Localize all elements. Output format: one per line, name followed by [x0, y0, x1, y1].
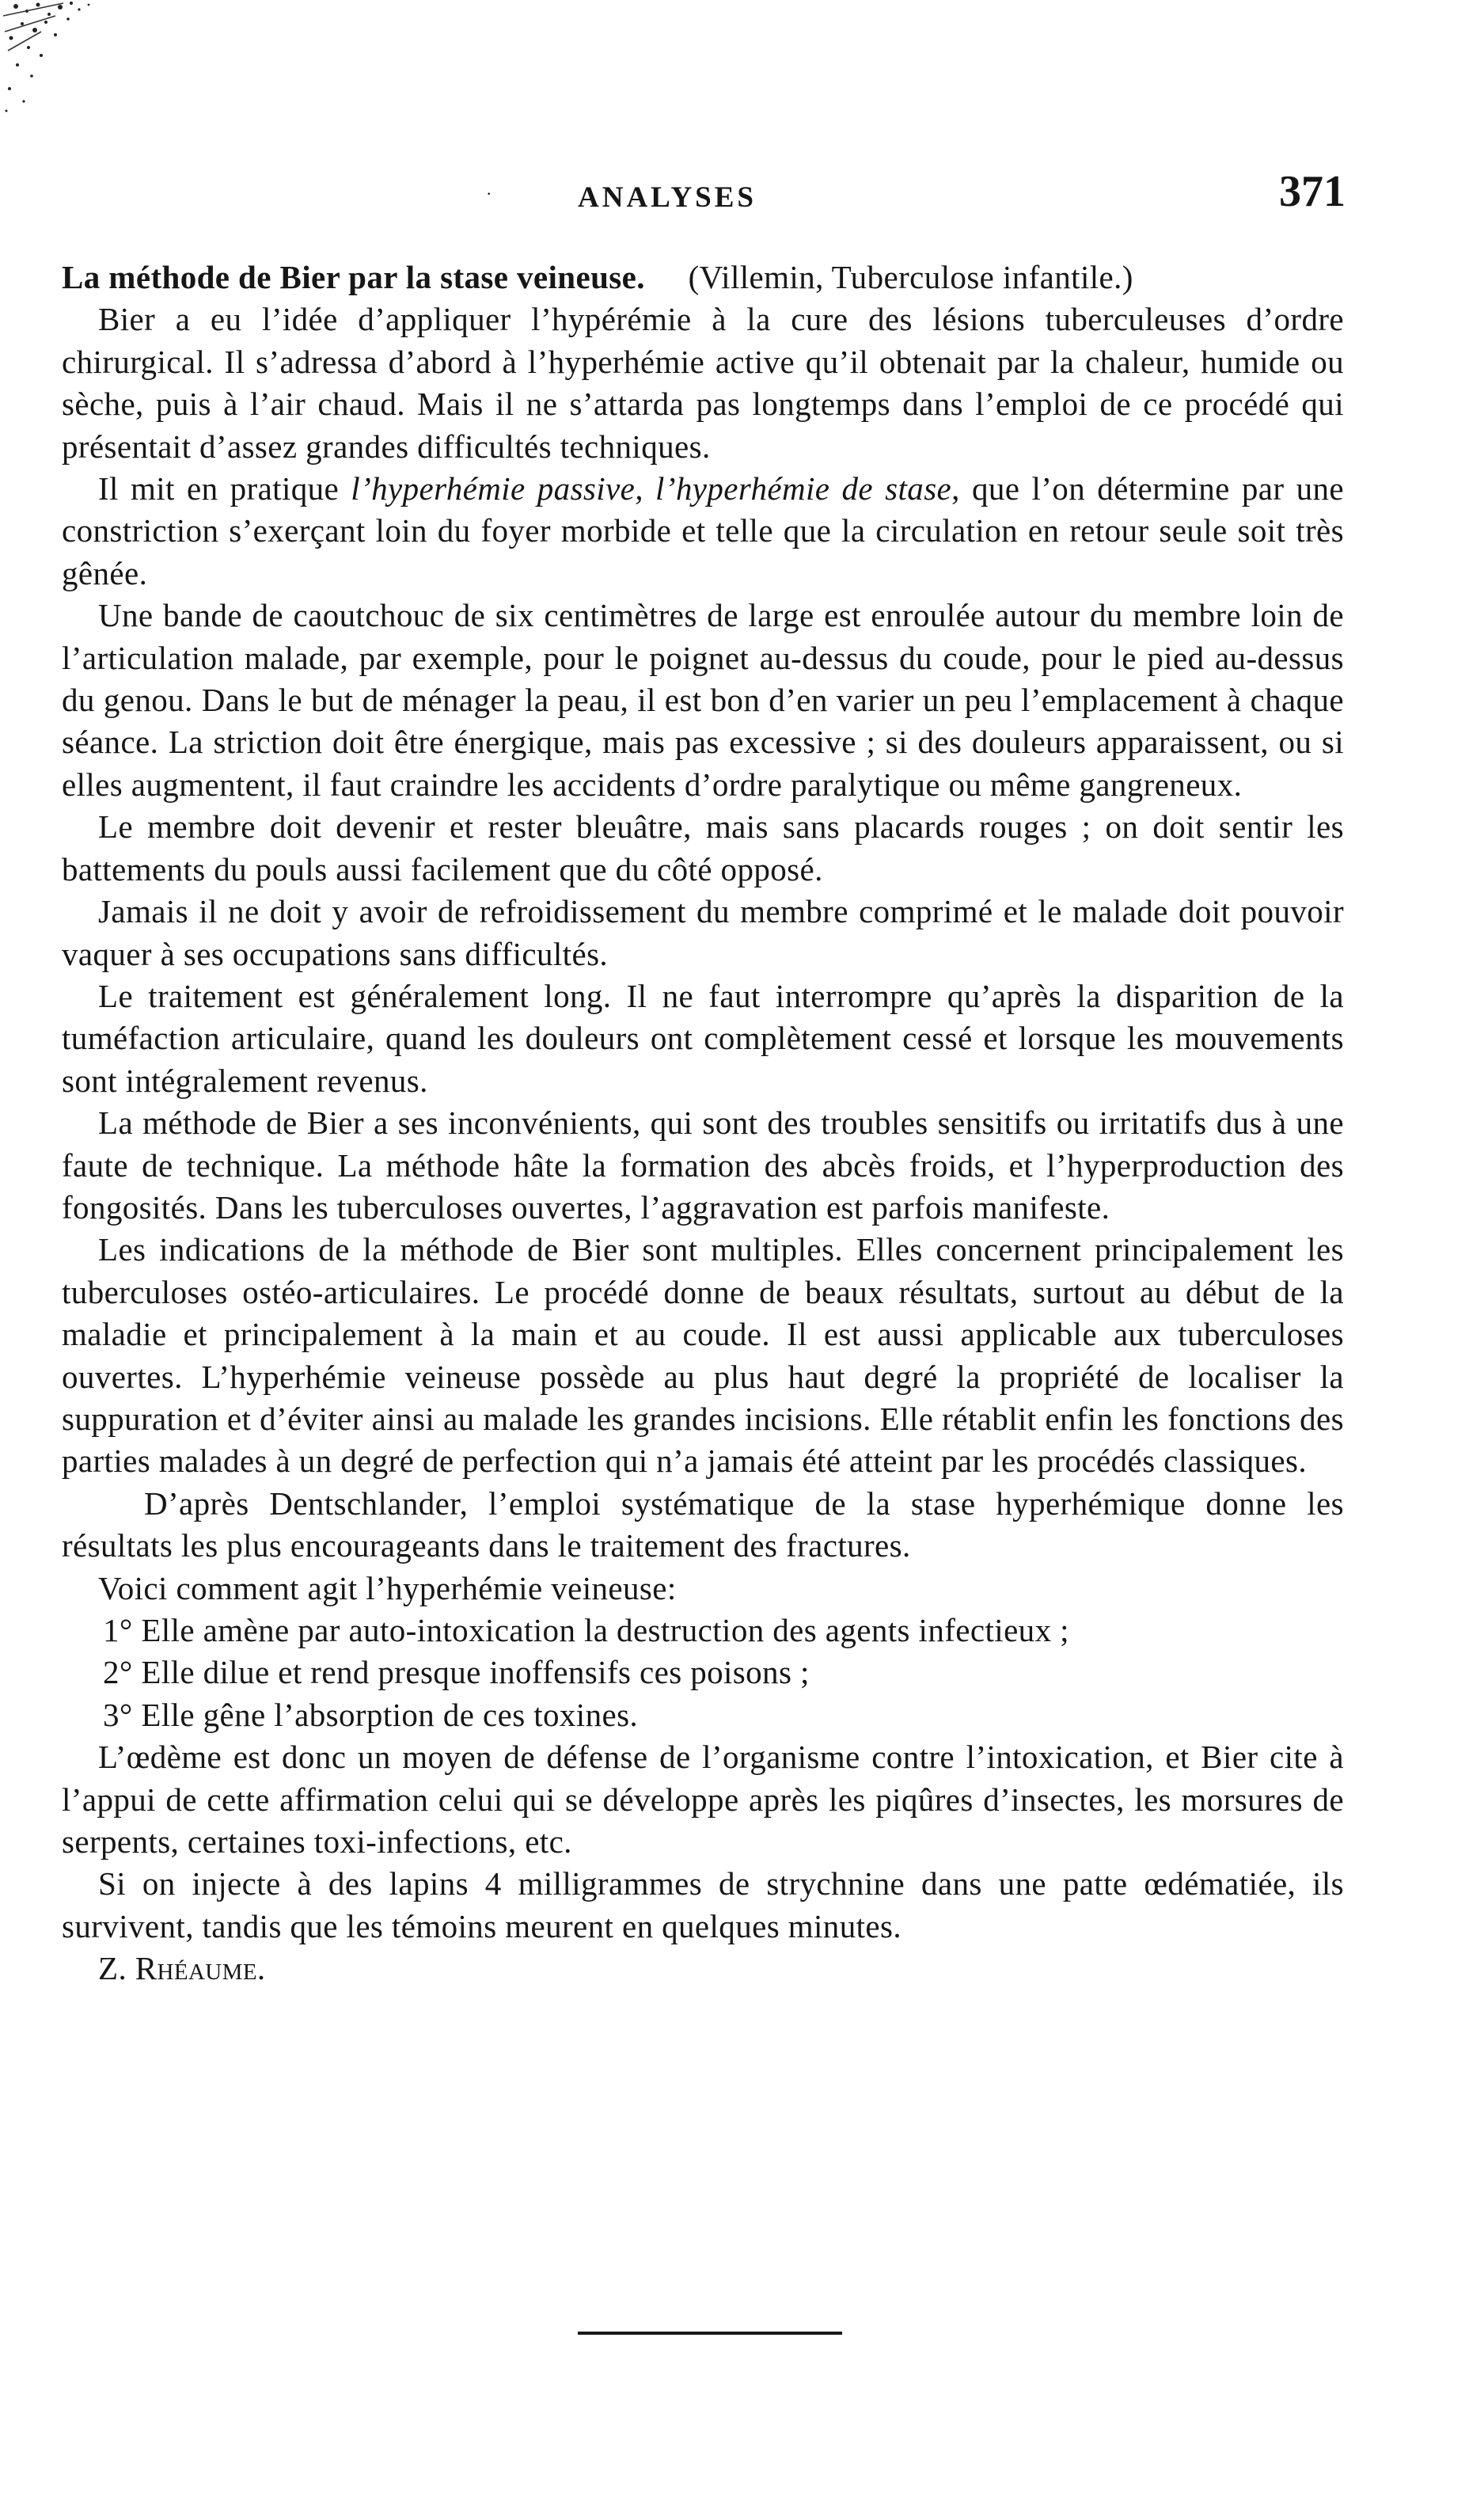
scan-speckle-mark: [0, 0, 111, 119]
author-signature: Z. Rhéaume.: [98, 1950, 266, 1987]
paragraph: Voici comment agit l’hyperhémie veineuse:: [98, 1569, 677, 1606]
running-head: [63, 167, 1346, 228]
paragraph: Jamais il ne doit y avoir de refroidissement du membre comprimé et le malade doit pouvoir vaquer à ses occupations sans difficultés.: [62, 893, 1344, 972]
list-item: 1° Elle amène par auto-intoxication la destruction des agents infectieux ;: [103, 1612, 1069, 1648]
paragraph: La méthode de Bier a ses inconvénients, qui sont des troubles sensitifs ou irritatifs dus à une faute de technique. La méthode hâte la formation des abcès froids, et l’hyperproduction des fongosités. Dans les tuberculoses ouvertes, l’aggravation est parfois manifeste.: [62, 1104, 1344, 1226]
article-title: La méthode de Bier par la stase veineuse.: [62, 259, 645, 295]
article-source: (Villemin, Tuberculose infantile.): [688, 259, 1133, 295]
speck-mark: ·: [486, 184, 492, 203]
paragraph: Bier a eu l’idée d’appliquer l’hypérémie à la cure des lésions tuberculeuses d’ordre chirurgical. Il s’adressa d’abord à l’hyperhémie active qu’il obtenait par la chaleur, humide ou sèche, puis à l’air chaud. Mais il ne s’attarda pas longtemps dans l’emploi de ce procédé qui présentait d’assez grandes difficultés techniques.: [62, 301, 1344, 465]
paragraph-text: Il mit en pratique: [98, 470, 351, 507]
paragraph: Si on injecte à des lapins 4 milligrammes de strychnine dans une patte œdématiée, ils survivent, tandis que les témoins meurent en quelques minutes.: [62, 1865, 1344, 1944]
paragraph: Le traitement est généralement long. Il ne faut interrompre qu’après la disparition de la tuméfaction articulaire, quand les douleurs ont complètement cessé et lorsque les mouvements sont intégralement revenus.: [62, 977, 1344, 1099]
paragraph-emphasis: l’hyperhémie passive, l’hyperhémie de stase: [351, 470, 952, 507]
paragraph: [62, 468, 1344, 595]
running-head-title: ANALYSES: [578, 181, 757, 214]
paragraph: Les indications de la méthode de Bier sont multiples. Elles concernent principalement les tuberculoses ostéo-articulaires. Le procédé donne de beaux résultats, surtout au début de la maladie et principalement à la main et au coude. Il est aussi applicable aux tuberculoses ouvertes. L’hyperhémie veineuse possède au plus haut degré la propriété de localiser la suppuration et d’éviter ainsi au malade les grandes incisions. Elle rétablit enfin les fonctions des parties malades à un degré de perfection qui n’a jamais été atteint par les procédés classiques.: [62, 1231, 1344, 1480]
paragraph: L’œdème est donc un moyen de défense de l’organisme contre l’intoxication, et Bier cite à l’appui de cette affirmation celui qui se développe après les piqûres d’insectes, les morsures de serpents, certaines toxi-infections, etc.: [62, 1739, 1344, 1861]
page-number: 371: [1279, 167, 1346, 216]
article: [62, 257, 1344, 1990]
list-item: 2° Elle dilue et rend presque inoffensifs ces poisons ;: [103, 1654, 810, 1691]
list-item: 3° Elle gêne l’absorption de ces toxines.: [103, 1696, 639, 1733]
paragraph: Le membre doit devenir et rester bleuâtre, mais sans placards rouges ; on doit sentir les battements du pouls aussi facilement que du côté opposé.: [62, 808, 1344, 888]
article-heading: [62, 257, 1344, 298]
section-divider: [578, 2332, 842, 2335]
paragraph-text: , que l’on détermine par une constriction s’exerçant loin du foyer morbide et telle que la circulation en retour seule soit très gênée.: [62, 470, 1344, 591]
paragraph: D’après Dentschlander, l’emploi systématique de la stase hyperhémique donne les résultats les plus encourageants dans le traitement des fractures.: [62, 1484, 1344, 1564]
paragraph: Une bande de caoutchouc de six centimètres de large est enroulée autour du membre loin de l’articulation malade, par exemple, pour le poignet au-dessus du coude, pour le pied au-dessus du genou. Dans le but de ménager la peau, il est bon d’en varier un peu l’emplacement à chaque séance. La striction doit être énergique, mais pas excessive ; si des douleurs apparaissent, ou si elles augmentent, il faut craindre les accidents d’ordre paralytique ou même gangreneux.: [62, 597, 1344, 803]
